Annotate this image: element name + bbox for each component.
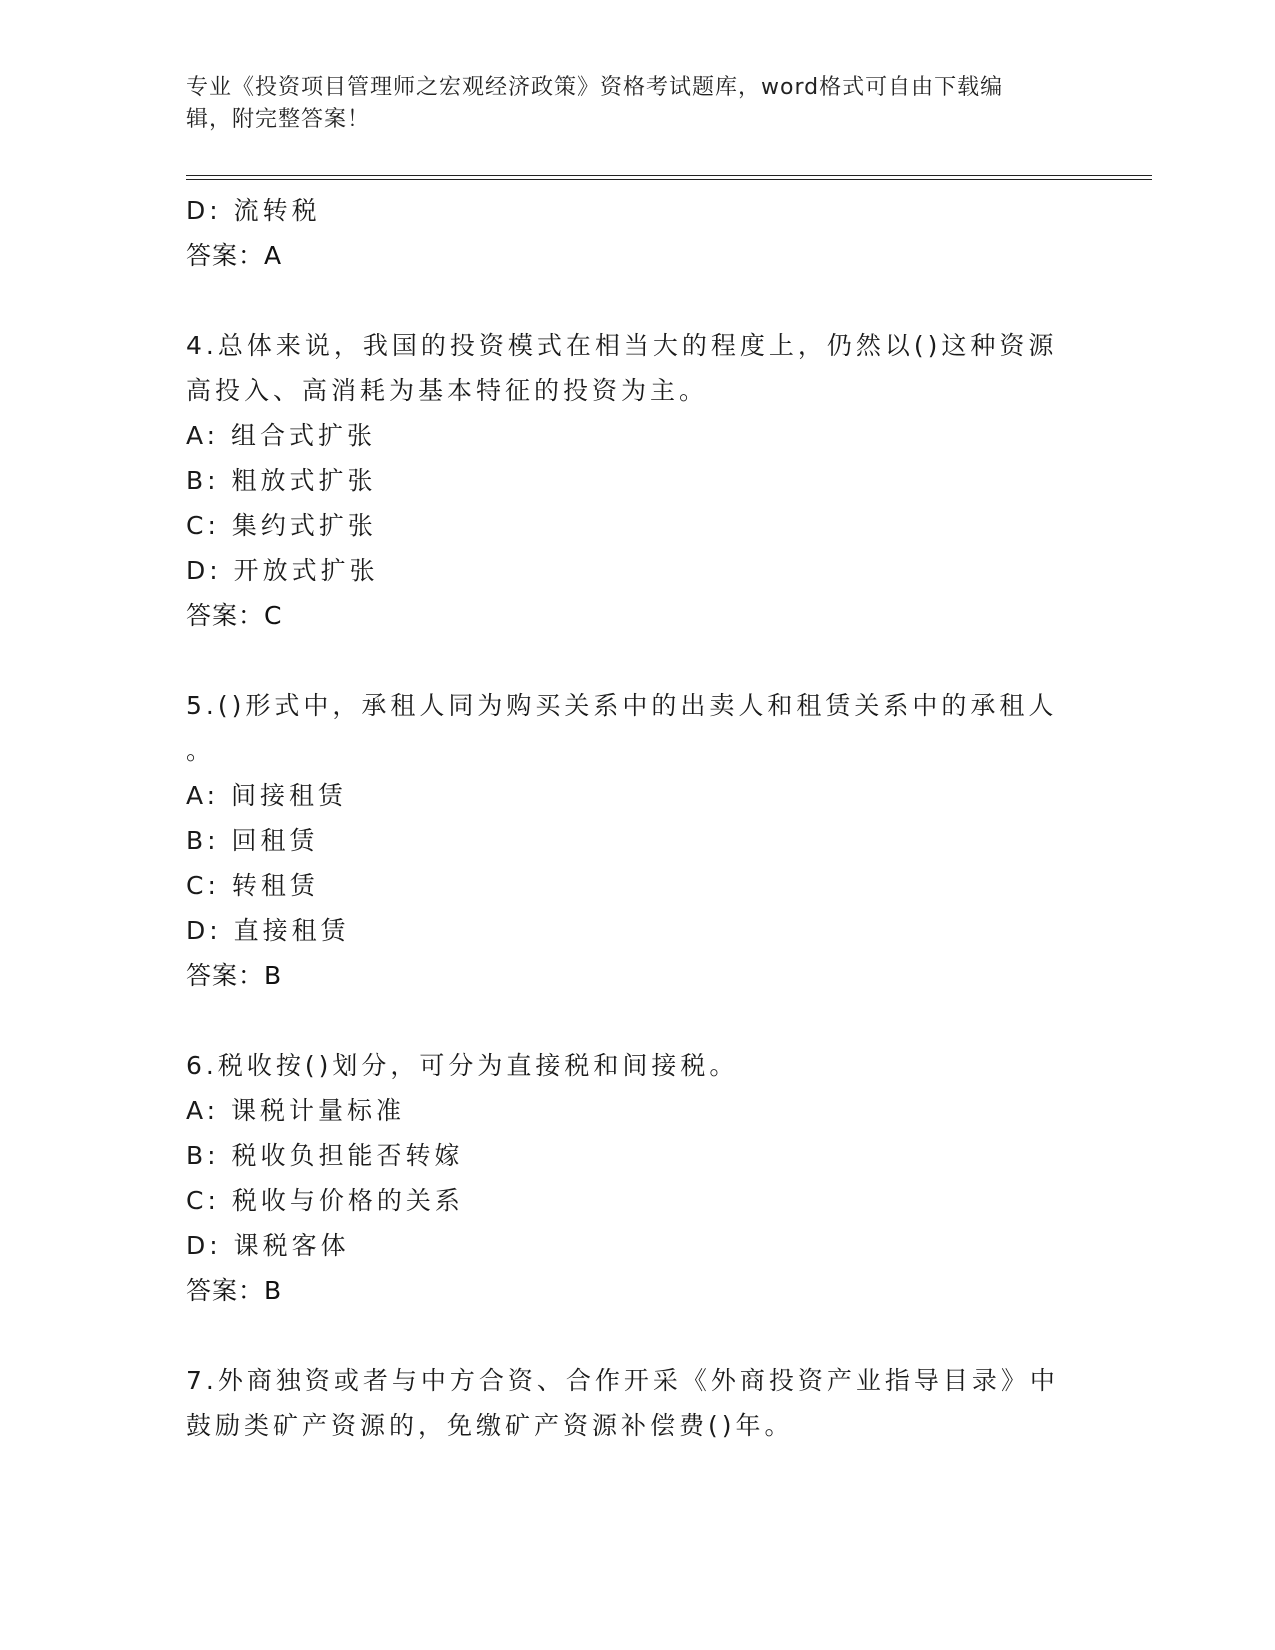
- question-stem: 4.总体来说，我国的投资模式在相当大的程度上，仍然以()这种资源: [186, 331, 1058, 360]
- option-c: C: 转租赁: [186, 871, 319, 900]
- answer: 答案：B: [186, 1276, 283, 1305]
- answer: 答案：C: [186, 601, 283, 630]
- option-a: A: 课税计量标准: [186, 1096, 406, 1125]
- question-stem-cont: 高投入、高消耗为基本特征的投资为主。: [186, 376, 709, 405]
- question-stem-cont: 。: [186, 736, 216, 765]
- question-5: [186, 683, 1086, 999]
- question-stem: 7.外商独资或者与中方合资、合作开采《外商投资产业指导目录》中: [186, 1366, 1059, 1395]
- option-b: B: 回租赁: [186, 826, 319, 855]
- question-list: [186, 188, 1086, 1448]
- header-line-2: 辑，附完整答案！: [186, 107, 371, 132]
- option-c: C: 税收与价格的关系: [186, 1186, 464, 1215]
- question-3-tail: [186, 188, 1086, 279]
- question-6: [186, 1043, 1086, 1314]
- header-line-1: 专业《投资项目管理师之宏观经济政策》资格考试题库，word格式可自由下载编: [186, 75, 1004, 100]
- option-b: B: 粗放式扩张: [186, 466, 377, 495]
- document-header: [186, 72, 1066, 136]
- question-stem-cont: 鼓励类矿产资源的，免缴矿产资源补偿费()年。: [186, 1411, 794, 1440]
- option-a: A: 组合式扩张: [186, 421, 377, 450]
- question-stem: 6.税收按()划分，可分为直接税和间接税。: [186, 1051, 739, 1080]
- option-d: D: 课税客体: [186, 1231, 350, 1260]
- option-d: D: 开放式扩张: [186, 556, 379, 585]
- answer: 答案：B: [186, 961, 283, 990]
- option-c: C: 集约式扩张: [186, 511, 377, 540]
- option-b: B: 税收负担能否转嫁: [186, 1141, 464, 1170]
- question-7: [186, 1358, 1086, 1448]
- question-4: [186, 323, 1086, 639]
- question-stem: 5.()形式中，承租人同为购买关系中的出卖人和租赁关系中的承租人: [186, 691, 1058, 720]
- option-a: A: 间接租赁: [186, 781, 348, 810]
- header-divider: [186, 175, 1152, 180]
- option-d: D: 直接租赁: [186, 916, 350, 945]
- answer: 答案：A: [186, 241, 283, 270]
- option-d: D: 流转税: [186, 196, 321, 225]
